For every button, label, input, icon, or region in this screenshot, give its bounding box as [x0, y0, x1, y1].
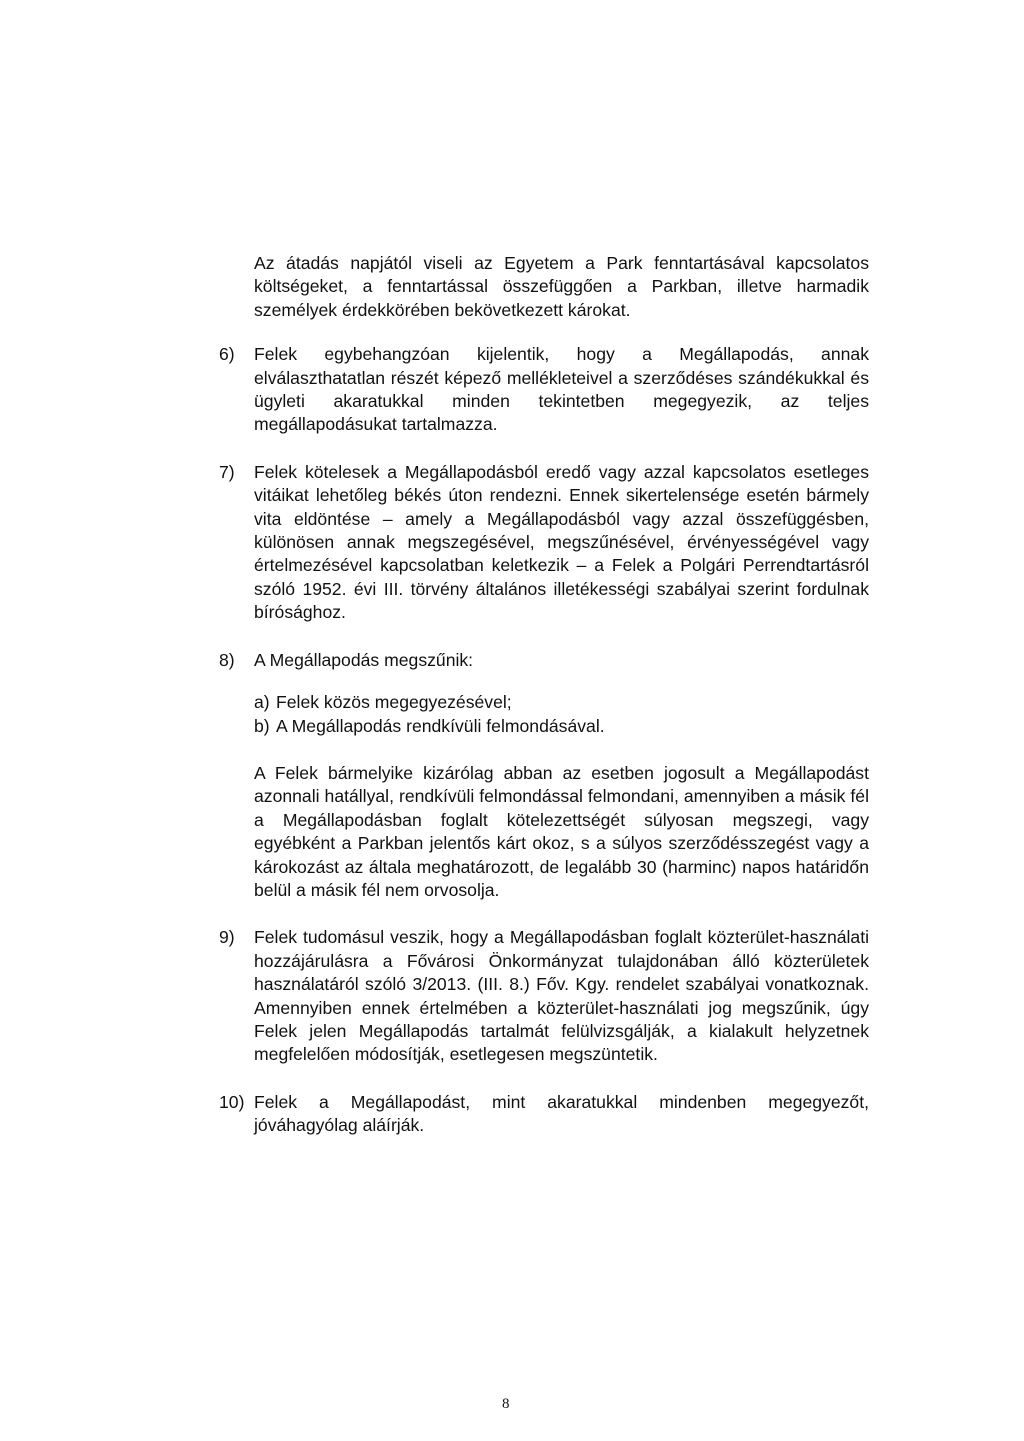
- clause-text: Felek egybehangzóan kijelentik, hogy a Megállapodás, annak elválaszthatatlan részét képező mellékleteivel a szerződéses szándékukkal és ügyleti akaratukkal minden tekintetben megegyezik, az teljes megállapodásukat tartalmazza.: [254, 344, 869, 435]
- list-item-label: a): [254, 692, 270, 713]
- intro-paragraph: Az átadás napjától viseli az Egyetem a Park fenntartásával kapcsolatos költségeket, a fenntartással összefüggően a Parkban, illetve harmadik személyek érdekkörében bekövetkezett károkat.: [254, 253, 869, 320]
- clause-8-subitems: [254, 691, 869, 738]
- clause-6: [219, 343, 869, 437]
- clause-7: [219, 461, 869, 625]
- list-item-text: Felek közös megegyezésével;: [276, 692, 512, 713]
- clause-8-followup: A Felek bármelyike kizárólag abban az esetben jogosult a Megállapodást azonnali hatállyal, rendkívüli felmondással felmondani, amennyiben a másik fél a Megállapodásban foglalt kötelezettségét súlyosan megszegi, vagy egyébként a Parkban jelentős kárt okoz, s a súlyos szerződésszegést vagy a károkozást az általa meghatározott, de legalább 30 (harminc) napos határidőn belül a másik fél nem orvosolja.: [254, 762, 869, 900]
- clause-number: 8): [219, 649, 235, 670]
- list-item-text: A Megállapodás rendkívüli felmondásával.: [276, 715, 605, 736]
- clause-text: Felek a Megállapodást, mint akaratukkal mindenben megegyezőt, jóváhagyólag aláírják.: [254, 1091, 869, 1136]
- clause-9: [219, 926, 869, 1066]
- clause-number: 9): [219, 927, 235, 948]
- clause-10: [219, 1091, 869, 1138]
- list-item: [254, 715, 869, 738]
- list-item: [254, 691, 869, 714]
- clause-number: 6): [219, 344, 235, 365]
- clause-number: 10): [219, 1091, 245, 1112]
- page-number: 8: [502, 1396, 510, 1412]
- document-body: [219, 252, 869, 1138]
- clause-8: [219, 649, 869, 672]
- clause-number: 7): [219, 461, 235, 482]
- clause-text: A Megállapodás megszűnik:: [254, 649, 474, 670]
- clause-text: Felek tudomásul veszik, hogy a Megállapodásban foglalt közterület-használati hozzájárulásra a Fővárosi Önkormányzat tulajdonában álló közterületek használatáról szóló 3/2013. (III. 8.) Főv. Kgy. rendelet szabályai vonatkoznak. Amennyiben ennek értelmében a közterület-használati jog megszűnik, úgy Felek jelen Megállapodás tartalmát felülvizsgálják, a kialakult helyzetnek megfelelően módosítják, esetlegesen megszüntetik.: [254, 927, 869, 1065]
- clause-text: Felek kötelesek a Megállapodásból eredő vagy azzal kapcsolatos esetleges vitáikat lehetőleg békés úton rendezni. Ennek sikertelensége esetén bármely vita eldöntése – amely a Megállapodásból vagy azzal összefüggésben, különösen annak megszegésével, megszűnésével, érvényességével vagy értelmezésével kapcsolatban keletkezik – a Felek a Polgári Perrendtartásról szóló 1952. évi III. törvény általános illetékességi szabályai szerint fordulnak bírósághoz.: [254, 461, 869, 623]
- list-item-label: b): [254, 715, 270, 736]
